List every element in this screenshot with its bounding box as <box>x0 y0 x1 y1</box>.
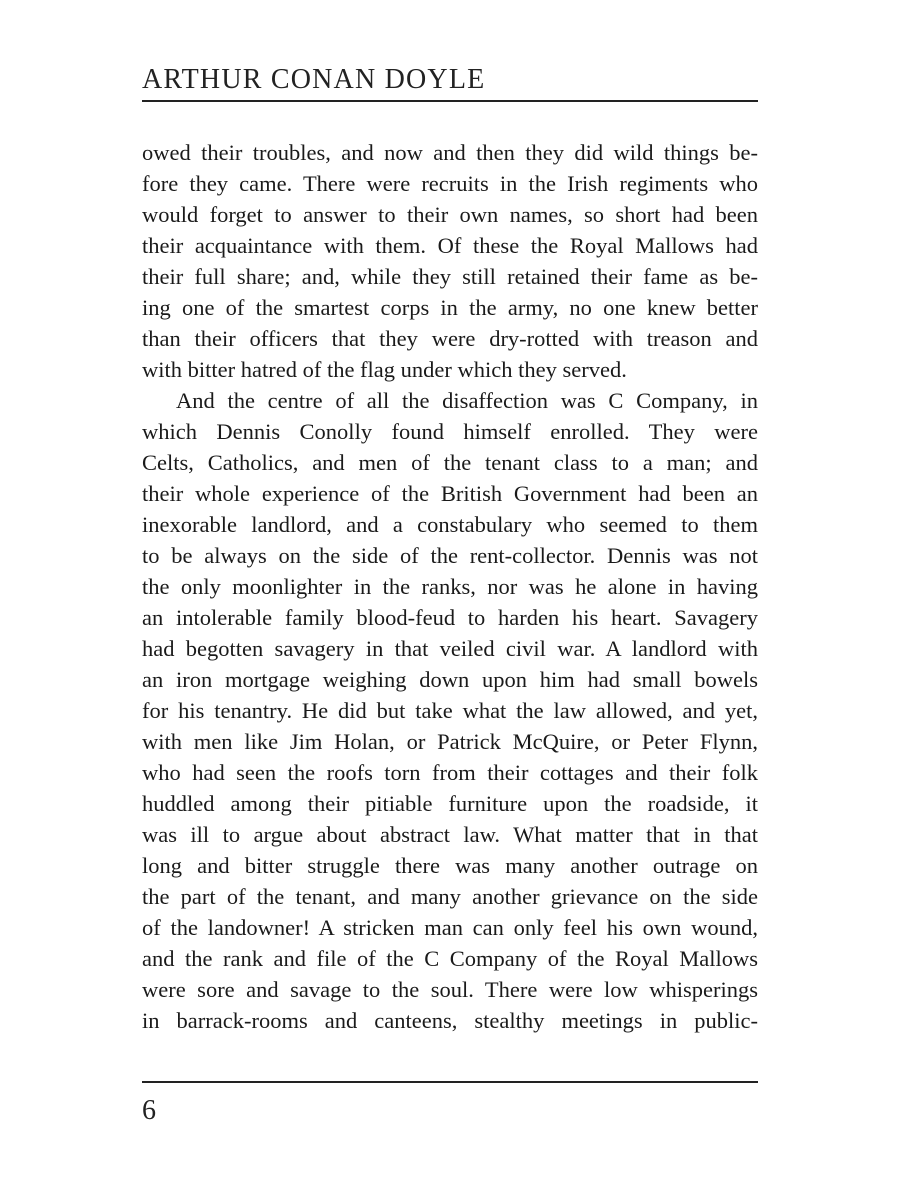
text-line: who had seen the roofs torn from their cottages and their folk <box>142 760 758 785</box>
text-line: their full share; and, while they still retained their fame as be- <box>142 264 758 289</box>
text-line: was ill to argue about abstract law. What matter that in that <box>142 822 758 847</box>
page-number: 6 <box>142 1095 156 1126</box>
text-line: their whole experience of the British Government had been an <box>142 481 758 506</box>
footer-rule <box>142 1081 758 1083</box>
text-line: fore they came. There were recruits in the Irish regiments who <box>142 171 758 196</box>
text-line: the part of the tenant, and many another grievance on the side <box>142 884 758 909</box>
text-line: would forget to answer to their own names, so short had been <box>142 202 758 227</box>
text-line: for his tenantry. He did but take what the law allowed, and yet, <box>142 698 758 723</box>
body-text <box>142 137 758 1036</box>
paragraph-2 <box>142 385 758 1036</box>
text-line: and the rank and file of the C Company of the Royal Mallows <box>142 946 758 971</box>
text-line: with bitter hatred of the flag under which they served. <box>142 357 627 382</box>
text-line: an intolerable family blood-feud to harden his heart. Savagery <box>142 605 758 630</box>
text-line: long and bitter struggle there was many another outrage on <box>142 853 758 878</box>
text-line: ing one of the smartest corps in the army, no one knew better <box>142 295 758 320</box>
text-line: than their officers that they were dry-rotted with treason and <box>142 326 758 351</box>
text-line: an iron mortgage weighing down upon him had small bowels <box>142 667 758 692</box>
text-line: And the centre of all the disaffection was C Company, in <box>176 388 758 413</box>
text-line: of the landowner! A stricken man can only feel his own wound, <box>142 915 758 940</box>
text-line: with men like Jim Holan, or Patrick McQuire, or Peter Flynn, <box>142 729 758 754</box>
text-line: the only moonlighter in the ranks, nor was he alone in having <box>142 574 758 599</box>
text-line: huddled among their pitiable furniture upon the roadside, it <box>142 791 758 816</box>
text-line: in barrack-rooms and canteens, stealthy meetings in public- <box>142 1008 758 1033</box>
text-line: owed their troubles, and now and then they did wild things be- <box>142 140 758 165</box>
text-line: Celts, Catholics, and men of the tenant class to a man; and <box>142 450 758 475</box>
text-line: to be always on the side of the rent-collector. Dennis was not <box>142 543 758 568</box>
header-rule <box>142 100 758 102</box>
text-line: their acquaintance with them. Of these the Royal Mallows had <box>142 233 758 258</box>
paragraph-1 <box>142 137 758 385</box>
text-line: inexorable landlord, and a constabulary who seemed to them <box>142 512 758 537</box>
text-line: were sore and savage to the soul. There were low whisperings <box>142 977 758 1002</box>
text-line: which Dennis Conolly found himself enrolled. They were <box>142 419 758 444</box>
running-head: ARTHUR CONAN DOYLE <box>142 64 486 95</box>
text-line: had begotten savagery in that veiled civil war. A landlord with <box>142 636 758 661</box>
